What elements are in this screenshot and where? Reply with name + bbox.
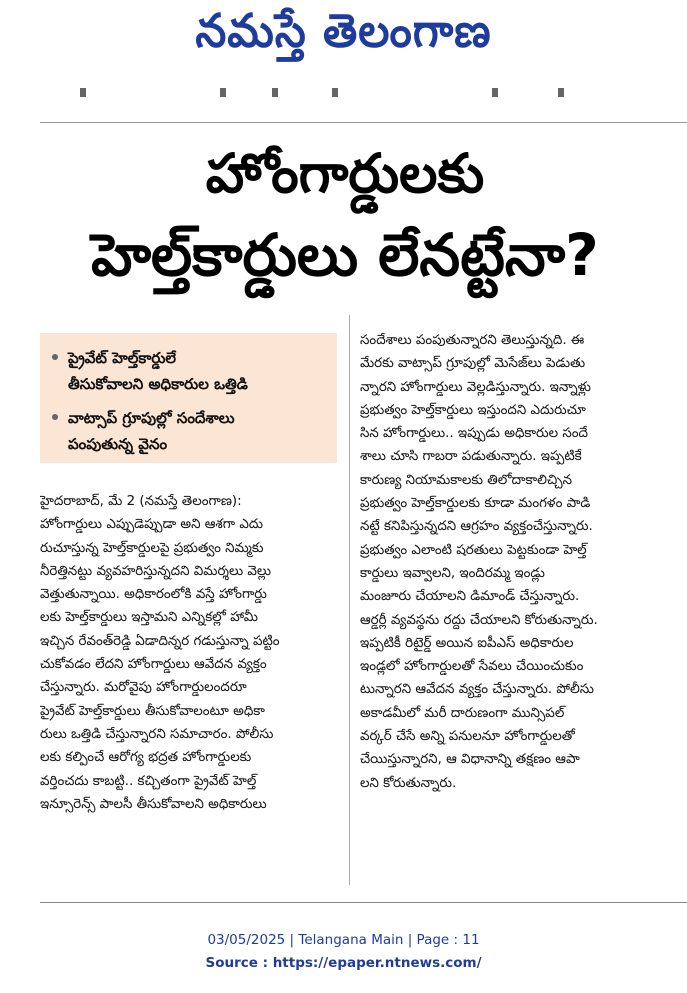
article-text-line: నీరెత్తినట్టు వ్యవహరిస్తున్నదని విమర్శలు వెల్లు — [40, 563, 271, 579]
article-text-line: అకాడమీలో మరీ దారుణంగా మున్సిపల్ — [360, 705, 565, 721]
bullet-icon — [52, 414, 58, 420]
highlights-box — [40, 333, 337, 463]
article-text-line: హోంగార్డులు ఎప్పుడెప్పుడా అని ఆశగా ఎదు — [40, 517, 263, 533]
article-text-line: ప్రభుత్వం హెల్త్‌కార్డులు ఇస్తుందని ఎదురుచూ — [360, 402, 586, 418]
article-text-line: ఇన్సూరెన్స్ పాలసీ తీసుకోవాలని అధికారులు — [40, 796, 267, 812]
article-text-line: చుకోవడం లేదని హోంగార్డులు ఆవేదన వ్యక్తం — [40, 657, 267, 673]
article-text-line: టున్నారని ఆవేదన వ్యక్తం చేస్తున్నారు. పోలీసు — [360, 682, 594, 698]
article-text-line: వెత్తుతున్నాయి. అధికారంలోకి వస్తే హోంగార్డు — [40, 587, 267, 603]
headline-line-2: హెల్త్‌కార్డులు లేనట్టేనా? — [91, 221, 599, 289]
article-text-line: మంజూరు చేయాలని డిమాండ్ చేస్తున్నారు. — [360, 589, 580, 605]
article-text-line: నట్టే కనిపిస్తున్నదని ఆగ్రహం వ్యక్తంచేస్తున్నారు. — [360, 519, 593, 535]
article-text-line: ఆర్డర్లీ వ్యవస్థను రద్దు చేయాలని కోరుతున్నారు. — [360, 612, 598, 628]
headline-line-1: హోంగార్డులకు — [205, 142, 485, 205]
top-divider — [40, 122, 687, 123]
article-text-line: ప్రభుత్వం ఎలాంటి షరతులు పెట్టకుండా హెల్త్ — [360, 542, 587, 558]
article-text-line: చేస్తున్నారు. మరోవైపు హోంగార్డులందరూ — [40, 680, 247, 696]
article-text-line: సిన హోంగార్డులు.. ఇప్పుడు అధికారుల సందే — [360, 426, 589, 442]
article-text-line: లకు హెల్త్‌కార్డులు ఇస్తామని ఎన్నికల్లో హామీ — [40, 610, 258, 626]
bullet-icon — [52, 354, 58, 360]
highlight-line: తీసుకోవాలని అధికారుల ఒత్తిడి — [68, 375, 248, 393]
article-text-line: రుచూస్తున్న హెల్త్‌కార్డులపై ప్రభుత్వం నిమ్మకు — [40, 540, 264, 556]
article-right-column — [360, 329, 670, 795]
highlight-item — [52, 405, 331, 457]
article-text-line: ఇప్పటికీ రిటైర్డ్ అయిన ఐపీఎస్ అధికారుల — [360, 635, 574, 651]
highlight-item — [52, 345, 331, 397]
article-text-line: సందేశాలు పంపుతున్నారని తెలుస్తున్నది. ఈ — [360, 333, 585, 348]
article-text-line: మేరకు వాట్సాప్ గ్రూపుల్లో మెసేజ్‌లు పెడుతు — [360, 356, 586, 372]
article-text-line: రులు ఒత్తిడి చేస్తున్నారని సమాచారం. పోలీసు — [40, 726, 274, 742]
highlight-line: ప్రైవేట్ హెల్త్‌కార్డులే — [68, 349, 177, 367]
article-text-line: ఇండ్లలో హోంగార్డులతో సేవలు చేయించుకుం — [360, 659, 584, 675]
article-text-line: చేయిస్తున్నారని, ఆ విధానాన్ని తక్షణం ఆపా — [360, 752, 580, 768]
article-left-column — [40, 490, 338, 816]
article-text-line: శాలు చూసి గాబరా పడుతున్నారు. ఇప్పటికే — [360, 449, 582, 465]
article-text-line: కార్డులు ఇవ్వాలని, ఇందిరమ్మ ఇండ్లు — [360, 565, 545, 581]
article-text-line: లకు కల్పించే ఆరోగ్య భద్రత హోంగార్డులకు — [40, 750, 252, 766]
bottom-divider — [40, 902, 687, 903]
footer-source-line: Source : https://epaper.ntnews.com/ — [205, 955, 482, 971]
article-text-line: ప్రభుత్వం హెల్త్‌కార్డులకు కూడా మంగళం పాడి — [360, 496, 591, 512]
article-text-line: వర్తించదు కాబట్టి.. కచ్చితంగా ప్రైవేట్ హెల్త్ — [40, 773, 257, 789]
newspaper-logo: నమస్తే తెలంగాణ — [195, 4, 492, 58]
column-divider — [349, 315, 350, 885]
highlight-line: పంపుతున్న వైనం — [68, 435, 168, 453]
article-text-line: హైదరాబాద్, మే 2 (నమస్తే తెలంగాణ): — [40, 494, 242, 509]
highlight-line: వాట్సాప్ గ్రూపుల్లో సందేశాలు — [68, 409, 235, 427]
article-text-line: న్నారని హోంగార్డులు వెల్లడిస్తున్నారు. ఇన్నాళ్లు — [360, 379, 591, 395]
masthead-cropped-strip — [40, 88, 650, 100]
article-text-line: వర్కర్ చేసే అన్ని పనులనూ హోంగార్డులతో — [360, 729, 575, 745]
footer-date-line: 03/05/2025 | Telangana Main | Page : 11 — [207, 932, 480, 948]
article-text-line: లని కోరుతున్నారు. — [360, 775, 457, 791]
masthead — [0, 0, 687, 82]
article-text-line: ఇచ్చిన రేవంత్‌రెడ్డి ఏడాదిన్నర గడుస్తున్నా పట్టిం — [40, 633, 280, 649]
article-text-line: ప్రైవేట్ హెల్త్‌కార్డులు తీసుకోవాలంటూ అధికా — [40, 703, 265, 719]
article-text-line: కారుణ్య నియామకాలకు తిలోదాకాలిచ్చిన — [360, 472, 573, 488]
